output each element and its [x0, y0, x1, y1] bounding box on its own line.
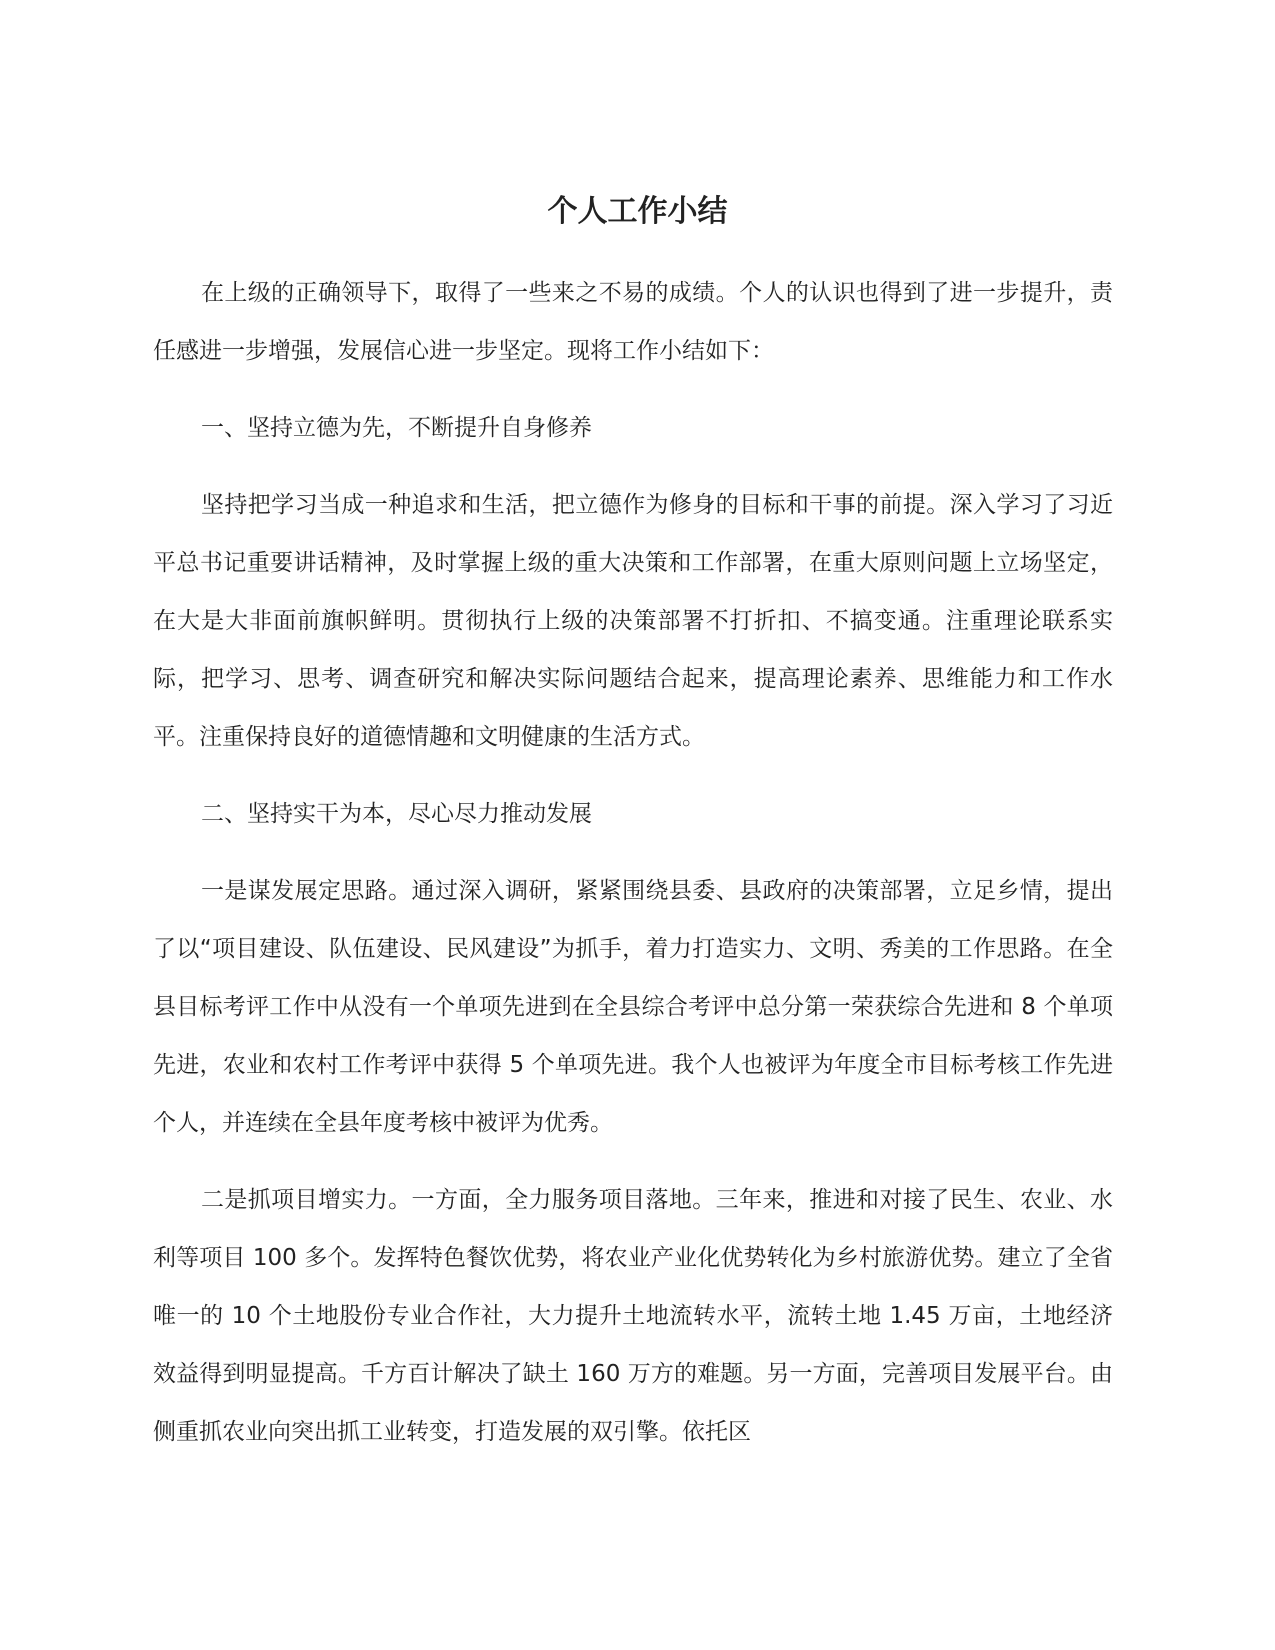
section-2-paragraph-2: 二是抓项目增实力。一方面，全力服务项目落地。三年来，推进和对接了民生、农业、水利等项目 100 多个。发挥特色餐饮优势，将农业产业化优势转化为乡村旅游优势。建立了全省唯一的 10 个土地股份专业合作社，大力提升土地流转水平，流转土地 1.45 万亩，土地经济效益得到明显提高。千方百计解决了缺土 160 万方的难题。另一方面，完善项目发展平台。由侧重抓农业向突出抓工业转变，打造发展的双引擎。依托区 [153, 1187, 1113, 1445]
document-body [153, 264, 1113, 1480]
section-2-paragraph-1: 一是谋发展定思路。通过深入调研，紧紧围绕县委、县政府的决策部署，立足乡情，提出了以“项目建设、队伍建设、民风建设”为抓手，着力打造实力、文明、秀美的工作思路。在全县目标考评工作中从没有一个单项先进到在全县综合考评中总分第一荣获综合先进和 8 个单项先进，农业和农村工作考评中获得 5 个单项先进。我个人也被评为年度全市目标考核工作先进个人，并连续在全县年度考核中被评为优秀。 [153, 878, 1113, 1136]
document-title: 个人工作小结 [547, 194, 728, 229]
intro-paragraph: 在上级的正确领导下，取得了一些来之不易的成绩。个人的认识也得到了进一步提升，责任感进一步增强，发展信心进一步坚定。现将工作小结如下： [153, 280, 1113, 364]
section-1-paragraph: 坚持把学习当成一种追求和生活，把立德作为修身的目标和干事的前提。深入学习了习近平总书记重要讲话精神，及时掌握上级的重大决策和工作部署，在重大原则问题上立场坚定，在大是大非面前旗帜鲜明。贯彻执行上级的决策部署不打折扣、不搞变通。注重理论联系实际，把学习、思考、调查研究和解决实际问题结合起来，提高理论素养、思维能力和工作水平。注重保持良好的道德情趣和文明健康的生活方式。 [153, 492, 1113, 750]
section-heading-1: 一、坚持立德为先，不断提升自身修养 [201, 415, 592, 441]
section-heading-2: 二、坚持实干为本，尽心尽力推动发展 [201, 801, 592, 827]
